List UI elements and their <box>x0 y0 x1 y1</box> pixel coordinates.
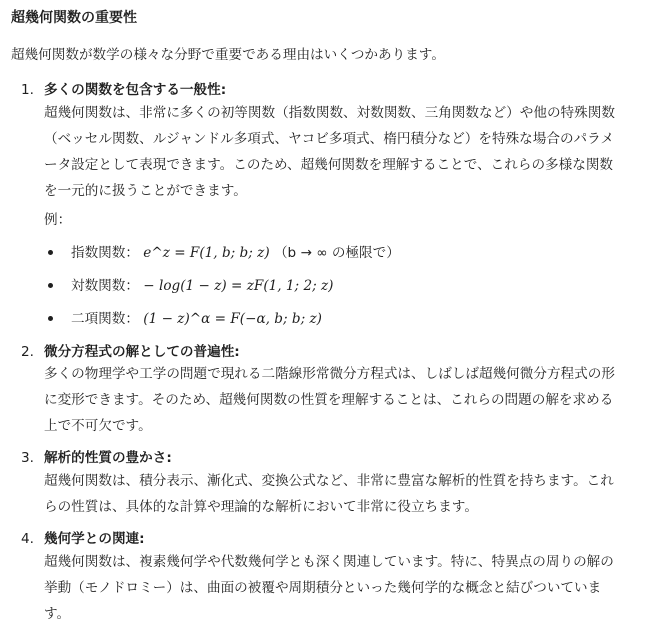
paragraph-line: ータ設定として表現できます。このため、超幾何関数を理解することで、これらの多様な関数 <box>44 157 614 173</box>
bullet-dot <box>48 316 53 321</box>
item-paragraph <box>44 361 644 439</box>
paragraph-line: 上で不可欠です。 <box>44 418 152 434</box>
bullet-dot <box>48 283 53 288</box>
examples-label: 例： <box>44 212 72 228</box>
example-item <box>71 243 400 263</box>
example-note: （b → ∞ の極限で） <box>273 245 400 261</box>
item-number: 2. <box>21 344 34 360</box>
paragraph-line: 超幾何関数は、積分表示、漸化式、変換公式など、非常に豊富な解析的性質を持ちます。これ <box>44 473 614 489</box>
example-label: 対数関数： <box>71 278 139 294</box>
paragraph-line: 挙動（モノドロミー）は、曲面の被覆や周期積分といった幾何学的な概念と結びついていま <box>44 580 602 596</box>
document-title: 超幾何関数の重要性 <box>11 10 137 26</box>
intro-text: 超幾何関数が数学の様々な分野で重要である理由はいくつかあります。 <box>11 47 445 63</box>
paragraph-line: 多くの物理学や工学の問題で現れる二階線形常微分方程式は、しばしば超幾何微分方程式の形 <box>44 366 615 382</box>
item-number: 4. <box>21 531 34 547</box>
paragraph-line: に変形できます。そのため、超幾何関数の性質を理解することは、これらの問題の解を求める <box>44 392 614 408</box>
paragraph-line: らの性質は、具体的な計算や理論的な解析において非常に役立ちます。 <box>44 499 478 515</box>
paragraph-line: を一元的に扱うことができます。 <box>44 183 247 199</box>
item-number: 1. <box>21 82 34 98</box>
example-item <box>71 276 333 296</box>
item-heading: 多くの関数を包含する一般性: <box>44 82 227 98</box>
paragraph-line: （ベッセル関数、ルジャンドル多項式、ヤコビ多項式、楕円積分など）を特殊な場合のパラメ <box>44 131 614 147</box>
item-paragraph <box>44 468 644 520</box>
example-formula: (1 − z)^α = F(−α, b; b; z) <box>143 311 322 327</box>
example-formula: − log(1 − z) = zF(1, 1; 2; z) <box>143 278 334 294</box>
paragraph-line: す。 <box>44 606 71 622</box>
item-paragraph <box>44 100 644 204</box>
bullet-dot <box>48 250 53 255</box>
item-number: 3. <box>21 450 34 466</box>
example-label: 指数関数： <box>71 245 139 261</box>
example-label: 二項関数： <box>71 311 139 327</box>
item-heading: 微分方程式の解としての普遍性: <box>44 344 240 360</box>
item-heading: 解析的性質の豊かさ: <box>44 450 172 466</box>
paragraph-line: 超幾何関数は、非常に多くの初等関数（指数関数、対数関数、三角関数など）や他の特殊関数 <box>44 105 615 121</box>
example-item <box>71 309 322 329</box>
item-paragraph <box>44 549 644 627</box>
paragraph-line: 超幾何関数は、複素幾何学や代数幾何学とも深く関連しています。特に、特異点の周りの解の <box>44 554 614 570</box>
example-formula: e^z = F(1, b; b; z) <box>143 245 270 261</box>
item-heading: 幾何学との関連: <box>44 531 145 547</box>
